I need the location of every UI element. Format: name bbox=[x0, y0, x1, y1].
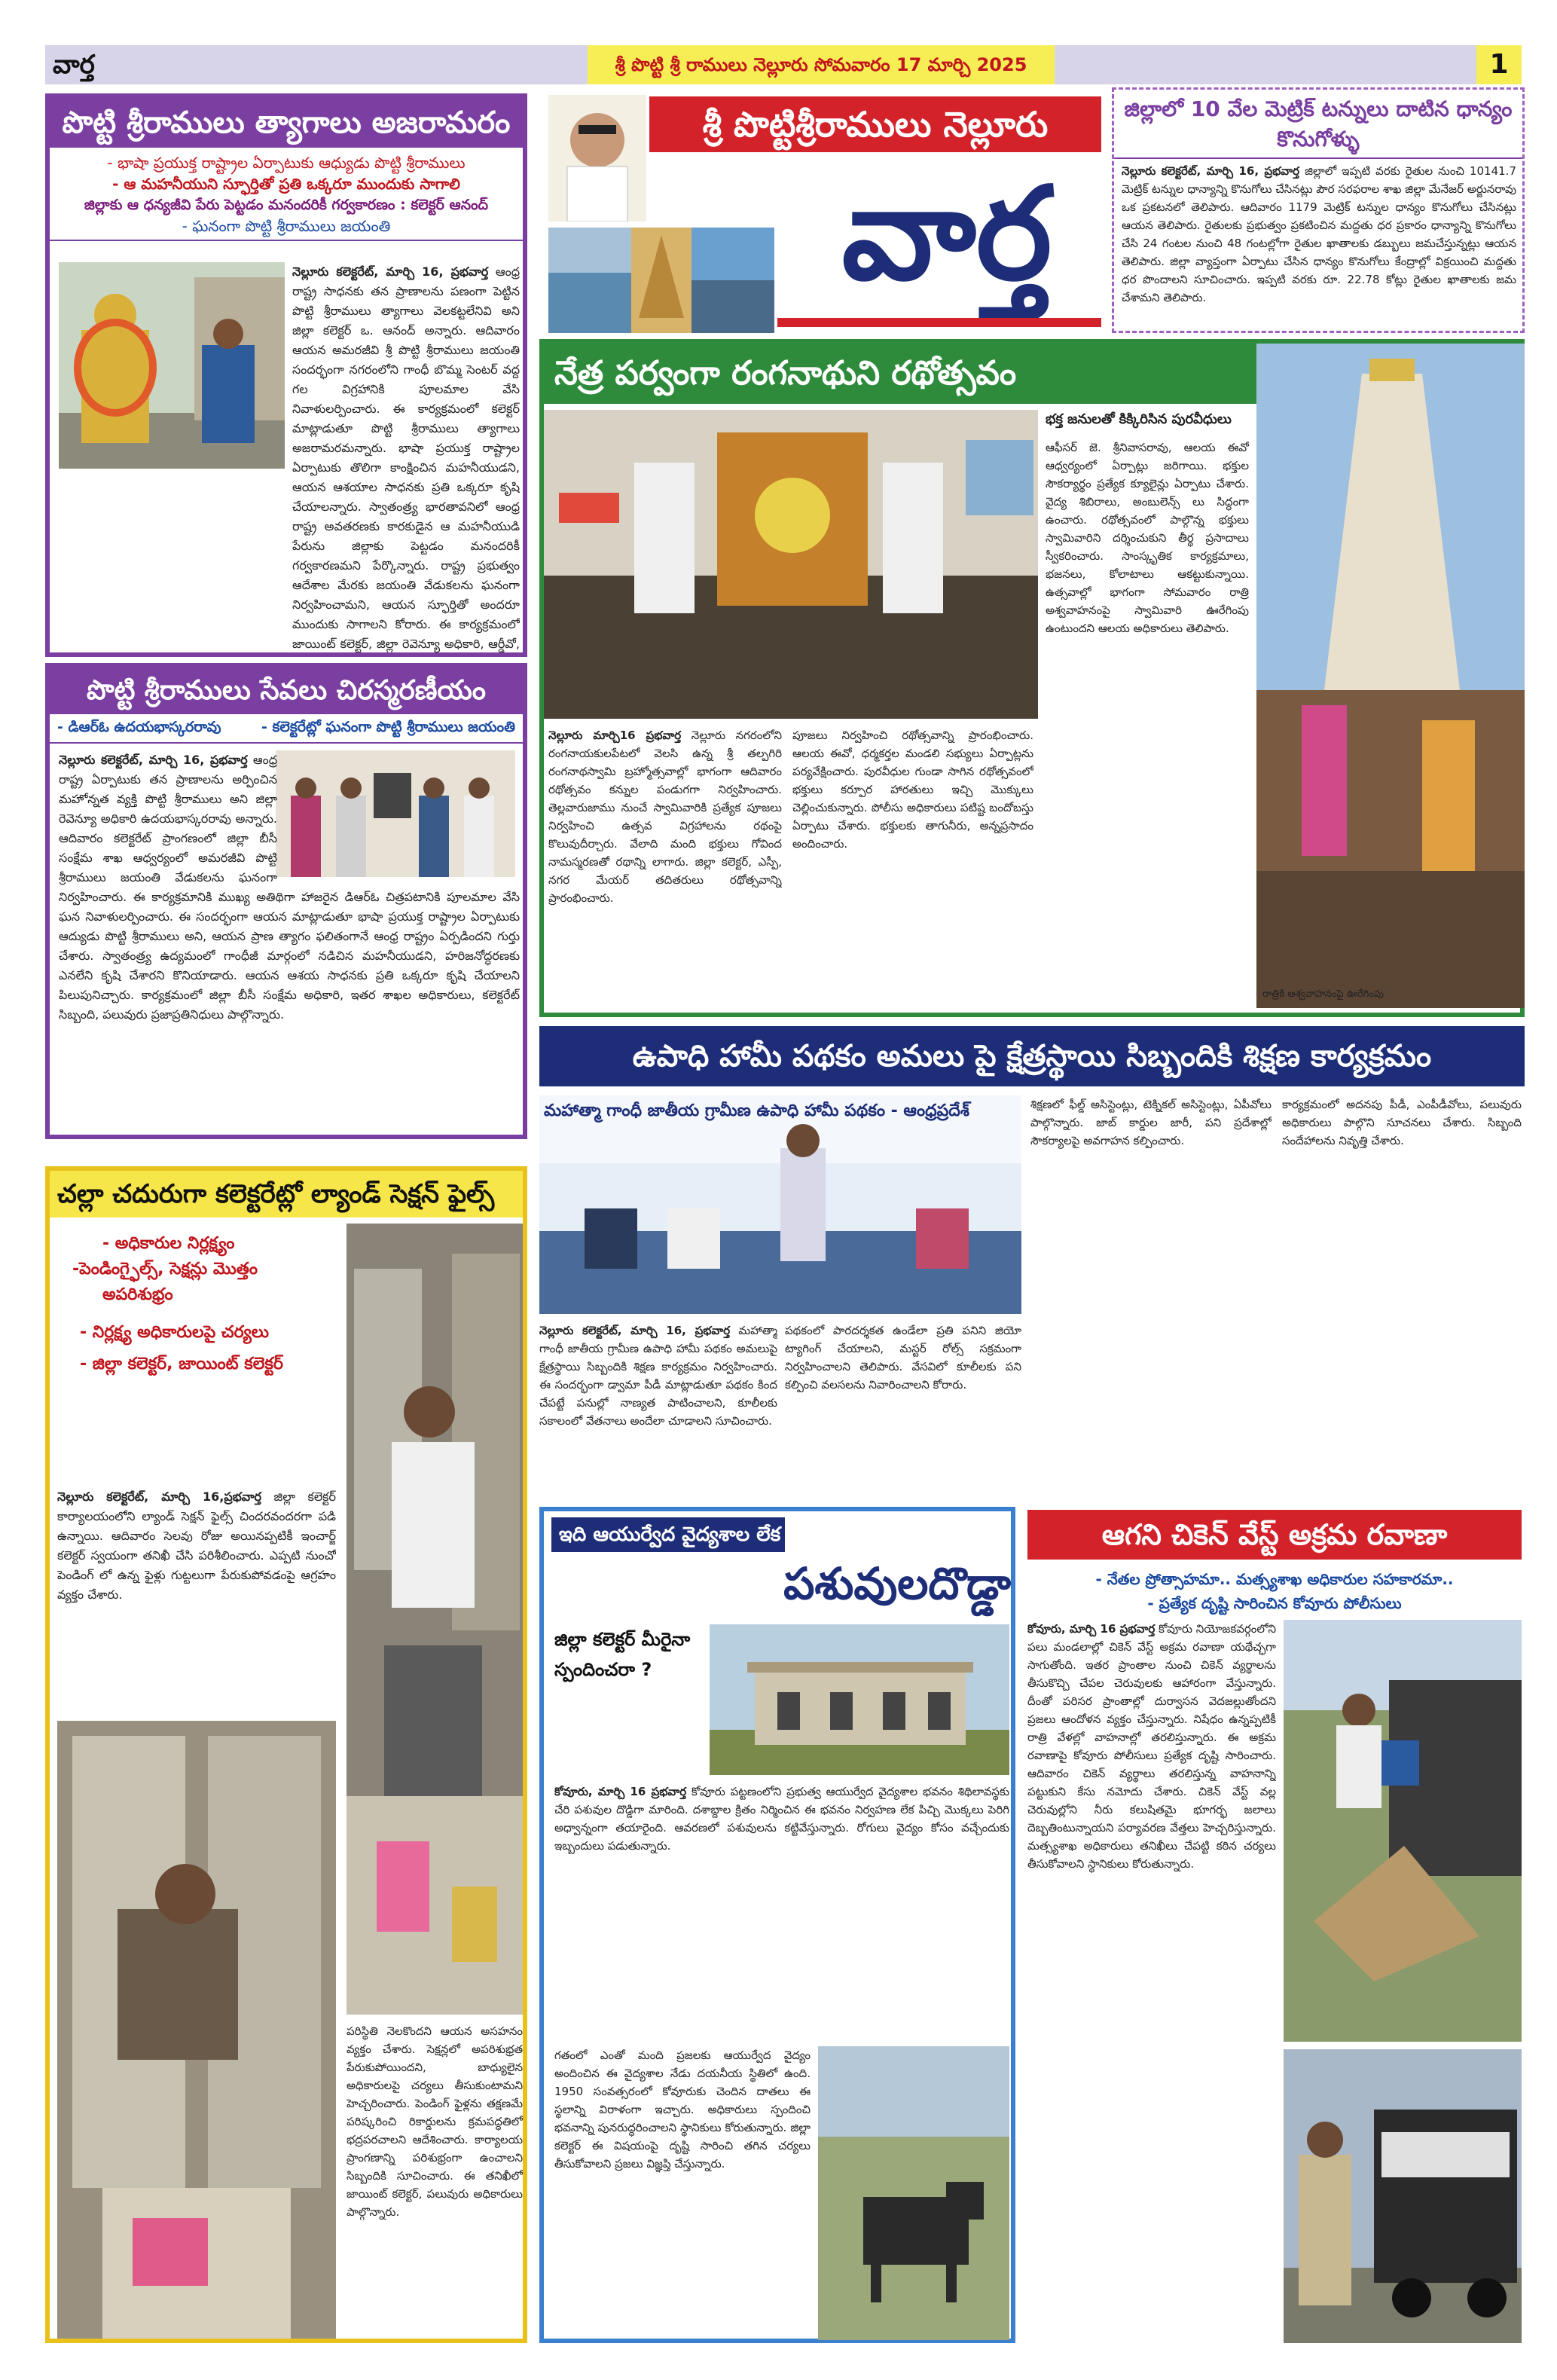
story5-dateline: నెల్లూరు మార్చి16 ప్రభవార్త bbox=[548, 729, 682, 742]
story6-headline: ఉపాధి హామీ పథకం అమలు పై క్షేత్రస్థాయి సిబ్బందికి శిక్షణ కార్యక్రమం bbox=[539, 1026, 1525, 1086]
story6-body-d: కార్యక్రమంలో అదనపు పీడీ, ఎంపీడీవోలు, పలువురు అధికారులు పాల్గొని సూచనలు చేశారు. సిబ్బంది సందేహాలను నివృత్తి చేశారు. bbox=[1282, 1098, 1522, 1147]
story1-headline: పొట్టి శ్రీరాములు త్యాగాలు అజరామరం bbox=[50, 98, 523, 148]
story2-dateline: నెల్లూరు కలెక్టరేట్, మార్చి 16, ప్రభవార్త bbox=[59, 753, 248, 767]
chariot-photo bbox=[544, 410, 1038, 719]
main-logo: వార్త bbox=[841, 158, 1052, 309]
temple-gopuram-photo bbox=[1256, 344, 1525, 1008]
story2-headline: పొట్టి శ్రీరాములు సేవలు చిరస్మరణీయం bbox=[50, 668, 523, 714]
story-nrega-training bbox=[539, 1026, 1525, 1493]
story5-caption: రాత్రికి అశ్వవాహనంపై ఊరేగింపు bbox=[1262, 988, 1384, 1000]
story3-bullet-4: - నిర్లక్ష్య అధికారులపై చర్యలు bbox=[80, 1323, 269, 1342]
story-ayurveda bbox=[539, 1507, 1015, 2343]
story1-sub-3: జిల్లాకు ఆ ధన్యజీవి పేరు పెట్టడం మనందరికీ గర్వకారణం : కలెక్టర్ ఆనంద్ bbox=[84, 197, 489, 213]
story3-bullet-5: - జిల్లా కలెక్టర్, జాయింట్ కలెక్టర్ bbox=[80, 1355, 283, 1373]
story5-body-a: నెల్లూరు నగరంలోని రంగనాయకులపేటలో వెలసి ఉన్న శ్రీ తల్పగిరి రంగనాథస్వామి బ్రహ్మోత్సవాల్లో భాగంగా ఆదివారం రథోత్సవం కన్నుల పండుగగా నిర్వహించారు. తెల్లవారుజాము నుంచే స్వామివారికి ప్రత్యేక పూజలు నిర్వహించి ఉత్సవ విగ్రహాలను రథంపై కొలువుదీర్చారు. వేలాది మంది భక్తులు గోవింద నామస్మరణతో రథాన్ని లాగారు. జిల్లా కలెక్టర్, ఎస్పీ, నగర మేయర్ తదితరులు రథోత్సవాన్ని ప్రారంభించారు. bbox=[548, 729, 782, 905]
story8-body: కోవూరు నియోజకవర్గంలోని పలు మండలాల్లో చికెన్ వేస్ట్ అక్రమ రవాణా యథేచ్ఛగా సాగుతోంది. ఇతర ప్రాంతాల నుంచి చికెన్ వ్యర్థాలను తీసుకొచ్చి చేపల చెరువులకు ఆహారంగా వేస్తున్నారు. దీంతో పరిసర ప్రాంతాల్లో దుర్వాసన వెదజల్లుతోందని ప్రజలు ఆందోళన వ్యక్తం చేస్తున్నారు. నిషేధం ఉన్నప్పటికీ రాత్రి వేళల్లో వాహనాల్లో తరలిస్తున్నారు. bbox=[1027, 1622, 1276, 1744]
story-land-files bbox=[45, 1166, 527, 2343]
story6-dateline: నెల్లూరు కలెక్టరేట్, మార్చి 16, ప్రభవార్త bbox=[539, 1324, 731, 1337]
story-tyagalu bbox=[45, 93, 527, 657]
story2-body: ఆంధ్ర రాష్ట్ర ఏర్పాటుకు తన ప్రాణాలను అర్పించిన మహోన్నత వ్యక్తి పొట్టి శ్రీరాములు అని జిల్లా రెవెన్యూ అధికారి ఉదయభాస్కరరావు అన్నారు. ఆదివారం కలెక్టరేట్ ప్రాంగణంలో జిల్లా బీసీ సంక్షేమ శాఖ ఆధ్వర్యంలో అమరజీవి పొట్టి శ్రీరాములు జయంతి వేడుకలను ఘనంగా నిర్వహించారు. ఈ కార్యక్రమానికి ముఖ్య అతిథిగా హాజరైన డిఆర్ఓ చిత్రపటానికి పూలమాల వేసి ఘన నివాళులర్పించారు. ఈ సందర్భంగా ఆయన మాట్లాడుతూ భాషా ప్రయుక్త రాష్ట్రాల ఏర్పాటుకు ఆద్యుడు పొట్టి శ్రీరాములు అని, ఆయన ప్రాణ త్యాగం ఫలితంగానే ఆంధ్ర రాష్ట్రం ఏర్పడిందని గుర్తు చేశారు. స్వాతంత్ర్య ఉద్యమంలో గాంధీజీ మార్గంలో నడిచిన మహనీయుడని, హరిజనోద్ధరణకు ఎనలేని కృషి చేశారని కొనియాడారు. ఆయన ఆశయ సాధనకు ప్రతి ఒక్కరూ కృషి చేయాలని పిలుపునిచ్చారు. కార్యక్రమంలో జిల్లా బీసీ సంక్షేమ అధికారి, ఇతర శాఖల అధికారులు, కలెక్టరేట్ సిబ్బంది, పలువురు ప్రజాప్రతినిధులు పాల్గొన్నారు. bbox=[59, 753, 520, 1022]
story6-body-c: శిక్షణలో ఫీల్డ్ అసిస్టెంట్లు, టెక్నికల్ అసిస్టెంట్లు, ఏపీవోలు పాల్గొన్నారు. జాబ్ కార్డుల జారీ, పని ప్రదేశాల్లో సౌకర్యాలపై అవగాహన కల్పించారు. bbox=[1030, 1098, 1272, 1147]
masthead bbox=[539, 87, 1103, 333]
story1-dateline: నెల్లూరు కలెక్టరేట్, మార్చి 16, ప్రభవార్త bbox=[292, 264, 489, 279]
story5-headline: నేత్ర పర్వంగా రంగనాథుని రథోత్సవం bbox=[544, 344, 1258, 404]
story1-sub-2: - ఆ మహనీయుని స్ఫూర్తితో ప్రతి ఒక్కరూ ముందుకు సాగాలి bbox=[112, 175, 460, 193]
truck-unloading-photo bbox=[1284, 1620, 1522, 2042]
story2-sub-2: - కలెక్టరేట్లో ఘనంగా పొట్టి శ్రీరాములు జయంతి bbox=[261, 719, 515, 735]
page-number: 1 bbox=[1476, 45, 1522, 84]
story4-body: జిల్లాలో ఇప్పటి వరకు రైతుల నుంచి 10141.7 మెట్రిక్ టన్నుల ధాన్యాన్ని కొనుగోలు చేసినట్లు పౌర సరఫరాల శాఖ జిల్లా మేనేజర్ అర్జునరావు ఒక ప్రకటనలో తెలిపారు. ఆదివారం 1179 మెట్రిక్ టన్నుల ధాన్యం కొనుగోలు చేసినట్లు ఆయన తెలిపారు. రైతులకు ప్రభుత్వం ప్రకటించిన మద్దతు ధర ప్రకారం ధాన్యాన్ని కొనుగోలు చేసి 24 గంటల నుంచి 48 గంటల్లోగా రైతుల ఖాతాలకు డబ్బులు జమచేస్తున్నట్లు ఆయన తెలిపారు. జిల్లా వ్యాప్తంగా ఏర్పాటు చేసిన ధాన్యం కొనుగోలు కేంద్రాల్లో విక్రయించి మద్దతు ధర పొందాలని సూచించారు. ఇప్పటి వరకు రూ. 22.78 కోట్లు రైతుల ఖాతాలకు జమ చేశామని తెలిపారు. bbox=[1122, 164, 1516, 304]
story3-bullet-3: అపరిశుభ్రం bbox=[102, 1285, 173, 1304]
story7-question: జిల్లా కలెక్టర్ మీరైనా స్పందించరా ? bbox=[554, 1629, 691, 1680]
messy-files-photo bbox=[57, 1721, 336, 2339]
portrait-photo bbox=[548, 95, 646, 222]
story7-body-2: గతంలో ఎంతో మంది ప్రజలకు ఆయుర్వేద వైద్యం అందించిన ఈ వైద్యశాల నేడు దయనీయ స్థితిలో ఉంది. 1950 సంవత్సరంలో కోవూరుకు చెందిన దాతలు ఈ స్థలాన్ని విరాళంగా ఇచ్చారు. అధికారులు స్పందించి భవనాన్ని పునరుద్ధరించాలని స్థానికులు కోరుతున్నారు. జిల్లా కలెక్టర్ ఈ విషయంపై దృష్టి సారించి తగిన చర్యలు తీసుకోవాలని ప్రజలు విజ్ఞప్తి చేస్తున్నారు. bbox=[554, 2049, 811, 2171]
story7-kicker: ఇది ఆయుర్వేద వైద్యశాల లేక bbox=[551, 1517, 785, 1552]
story-sevalu bbox=[45, 663, 527, 1139]
story3-bullet-2: -పెండింగ్ఫైల్స్, సెక్షన్లు మొత్తం bbox=[72, 1260, 258, 1279]
story-paddy bbox=[1112, 87, 1525, 333]
story3-body-2: పరిస్థితి నెలకొందని ఆయన అసహనం వ్యక్తం చేశారు. సెక్షన్లలో అపరిశుభ్రత పేరుకుపోయిందని, బాధ్యులైన అధికారులపై చర్యలు తీసుకుంటామని హెచ్చరించారు. పెండింగ్ ఫైళ్లను తక్షణమే పరిష్కరించి రికార్డులను క్రమపద్ధతిలో భద్రపరచాలని ఆదేశించారు. కార్యాలయ ప్రాంగణాన్ని పరిశుభ్రంగా ఉంచాలని సిబ్బందికి సూచించారు. ఈ తనిఖీలో జాయింట్ కలెక్టర్, పలువురు అధికారులు పాల్గొన్నారు. bbox=[347, 2024, 523, 2219]
story8-sub-2: - ప్రత్యేక దృష్టి సారించిన కోవూరు పోలీసులు bbox=[1147, 1594, 1402, 1612]
masthead-short-logo: వార్త bbox=[53, 50, 95, 80]
story-rathotsavam bbox=[539, 339, 1525, 1017]
story8-sub-1: - నేతల ప్రోత్సాహమా.. మత్స్యశాఖ అధికారుల సహకారమా.. bbox=[1095, 1570, 1454, 1588]
story3-bullet-1: - అధికారుల నిర్లక్ష్యం bbox=[102, 1234, 235, 1253]
story1-sub-1: - భాషా ప్రయుక్త రాష్ట్రాల ఏర్పాటుకు ఆధ్యుడు పొట్టి శ్రీరాములు bbox=[107, 154, 466, 172]
story3-body: జిల్లా కలెక్టర్ కార్యాలయంలోని ల్యాండ్ సెక్షన్ ఫైల్స్ చిందరవందరగా పడి ఉన్నాయి. ఆదివారం సెలవు రోజు అయినప్పటికీ ఇంచార్జ్ కలెక్టర్ స్వయంగా తనిఖీ చేసి పరిశీలించారు. ఎప్పటి నుంచో పెండింగ్ లో ఉన్న ఫైళ్లు గుట్టలుగా పేరుకుపోవడంపై ఆగ్రహం వ్యక్తం చేశారు. bbox=[57, 1489, 336, 1602]
landmarks-photo bbox=[548, 228, 774, 333]
story6-body-b: పథకంలో పారదర్శకత ఉండేలా ప్రతి పనిని జియో ట్యాగింగ్ చేయాలని, మస్టర్ రోల్స్ సక్రమంగా నిర్వహించాలని తెలిపారు. వేసవిలో కూలీలకు పని కల్పించి వలసలను నివారించాలని కోరారు. bbox=[785, 1324, 1021, 1392]
story2-sub-1: - డిఆర్ఓ ఉదయభాస్కరరావు bbox=[57, 719, 221, 735]
story1-body: ఆంధ్ర రాష్ట్ర సాధనకు తన ప్రాణాలను పణంగా పెట్టిన పొట్టి శ్రీరాములు త్యాగాలు వెలకట్టలేనివి అని జిల్లా కలెక్టర్ ఒ. ఆనంద్ అన్నారు. ఆదివారం ఆయన అమరజీవి శ్రీ పొట్టి శ్రీరాములు జయంతి సందర్భంగా నగరంలోని గాంధీ బొమ్మ సెంటర్ వద్ద గల విగ్రహానికి పూలమాల వేసి నివాళులర్పించారు. ఈ కార్యక్రమంలో కలెక్టర్ మాట్లాడుతూ పొట్టి శ్రీరాములు త్యాగాలు అజరామరమన్నారు. భాషా ప్రయుక్త రాష్ట్రాల ఏర్పాటుకు తొలిగా కాంక్షించిన మహనీయుడని, ఆయన ఆశయాల సాధనకు ప్రతి ఒక్కరూ కృషి చేయాలన్నారు. స్వాతంత్ర్య భారతావనిలో ఆంధ్ర రాష్ట్ర అవతరణకు కారకుడైన ఆ మహనీయుడి పేరును జిల్లాకు పెట్టడం మనందరికీ గర్వకారణమని పేర్కొన్నారు. రాష్ట్ర ప్రభుత్వం ఆదేశాల మేరకు జయంతి వేడుకలను ఘనంగా నిర్వహించామని, ఆయన స్ఫూర్తితో అందరూ ముందుకు సాగాలని కోరారు. ఈ కార్యక్రమంలో జాయింట్ కలెక్టర్, జిల్లా రెవెన్యూ అధికారి, ఆర్డీవో, bbox=[292, 264, 520, 651]
building-photo bbox=[710, 1624, 1009, 1775]
story5-body-c: ఆఫీసర్ జె. శ్రీనివాసరావు, ఆలయ ఈవో ఆధ్వర్యంలో ఏర్పాట్లు జరిగాయి. భక్తుల సౌకర్యార్థం ప్రత్యేక క్యూలైన్లు ఏర్పాటు చేశారు. వైద్య శిబిరాలు, అంబులెన్స్ లు సిద్ధంగా ఉంచారు. రథోత్సవంలో పాల్గొన్న భక్తులు స్వామివారిని దర్శించుకుని తీర్థ ప్రసాదాలు స్వీకరించారు. సాంస్కృతిక కార్యక్రమాలు, భజనలు, కోలాటాలు ఆకట్టుకున్నాయి. ఉత్సవాల్లో భాగంగా సోమవారం రాత్రి అశ్వవాహనంపై స్వామివారి ఊరేగింపు ఉంటుందని ఆలయ అధికారులు తెలిపారు. bbox=[1046, 441, 1249, 635]
files-inspection-photo bbox=[347, 1224, 523, 2015]
seized-vehicle-photo bbox=[1284, 2049, 1522, 2343]
story7-body: కోవూరు పట్టణంలోని ప్రభుత్వ ఆయుర్వేద వైద్యశాల భవనం శిథిలావస్థకు చేరి పశువుల దొడ్డిగా మారింది. దశాబ్దాల క్రితం నిర్మించిన ఈ భవనం నిర్వహణ లేక పిచ్చి మొక్కలు పెరిగి అధ్వాన్నంగా తయారైంది. ఆవరణలో పశువులను కట్టివేస్తున్నారు. రోగులు వైద్యం కోసం వచ్చేందుకు ఇబ్బందులు పడుతున్నారు. bbox=[554, 1785, 1009, 1853]
story3-dateline: నెల్లూరు కలెక్టరేట్, మార్చి 16,ప్రభవార్త bbox=[57, 1489, 261, 1504]
story6-body-a: మహాత్మా గాంధీ జాతీయ గ్రామీణ ఉపాధి హామీ పథకం అమలుపై క్షేత్రస్థాయి సిబ్బందికి శిక్షణ కార్యక్రమం నిర్వహించారు. ఈ సందర్భంగా డ్వామా పీడీ మాట్లాడుతూ పథకం కింద చేపట్టే పనుల్లో నాణ్యత పాటించాలని, కూలీలకు సకాలంలో వేతనాలు అందేలా చూడాలని సూచించారు. bbox=[539, 1324, 777, 1428]
story5-sub: భక్త జనులతో కిక్కిరిసిన పురవీధులు bbox=[1046, 411, 1232, 427]
training-banner-text: మహాత్మా గాంధీ జాతీయ గ్రామీణ ఉపాధి హామీ పథకం - ఆంధ్రప్రదేశ్ bbox=[544, 1101, 969, 1120]
story3-headline: చల్లా చదురుగా కలెక్టరేట్లో ల్యాండ్ సెక్షన్ ఫైల్స్ bbox=[50, 1171, 523, 1217]
cattle-photo bbox=[818, 2046, 1009, 2340]
story-chicken-waste bbox=[1024, 1507, 1525, 2343]
story8-body-2: ఈ అక్రమ రవాణాపై కోవూరు పోలీసులు ప్రత్యేక దృష్టి సారించారు. ఆదివారం చికెన్ వ్యర్థాలు తరలిస్తున్న వాహనాన్ని పట్టుకుని కేసు నమోదు చేశారు. చికెన్ వేస్ట్ వల్ల చెరువుల్లోని నీరు కలుషితమై భూగర్భ జలాలు దెబ్బతింటున్నాయని పర్యావరణ వేత్తలు హెచ్చరిస్తున్నారు. మత్స్యశాఖ అధికారులు తనిఖీలు చేపట్టి కఠిన చర్యలు తీసుకోవాలని స్థానికులు కోరుతున్నారు. bbox=[1027, 1731, 1276, 1871]
story4-headline: జిల్లాలో 10 వేల మెట్రిక్ టన్నులు దాటిన ధాన్యం కొనుగోళ్ళు bbox=[1124, 96, 1513, 151]
story8-headline: ఆగని చికెన్ వేస్ట్ అక్రమ రవాణా bbox=[1027, 1510, 1522, 1560]
story7-dateline: కోవూరు, మార్చి 16 ప్రభవార్త bbox=[554, 1785, 687, 1798]
training-photo bbox=[539, 1095, 1021, 1314]
top-bar bbox=[45, 45, 1522, 84]
story8-dateline: కోవూరు, మార్చి 16 ప్రభవార్త bbox=[1027, 1622, 1156, 1636]
date-line: శ్రీ పొట్టి శ్రీ రాములు నెల్లూరు సోమవారం 17 మార్చి 2025 bbox=[588, 45, 1055, 84]
story4-dateline: నెల్లూరు కలెక్టరేట్, మార్చి 16, ప్రభవార్త bbox=[1122, 164, 1300, 178]
story7-headline: పశువులదొడ్డా bbox=[783, 1558, 1011, 1609]
story1-sub-4: - ఘనంగా పొట్టి శ్రీరాములు జయంతి bbox=[182, 217, 391, 235]
district-banner: శ్రీ పొట్టిశ్రీరాములు నెల్లూరు bbox=[649, 96, 1101, 152]
story5-body-b: పూజలు నిర్వహించి రథోత్సవాన్ని ప్రారంభించారు. ఆలయ ఈవో, ధర్మకర్తల మండలి సభ్యులు ఏర్పాట్లను పర్యవేక్షించారు. పురవీధుల గుండా సాగిన రథోత్సవంలో భక్తులు కర్పూర హారతులు ఇచ్చి మొక్కులు చెల్లించుకున్నారు. పోలీసు అధికారులు పటిష్ట బందోబస్తు ఏర్పాటు చేశారు. భక్తులకు తాగునీరు, అన్నప్రసాదం అందించారు. bbox=[792, 729, 1033, 851]
